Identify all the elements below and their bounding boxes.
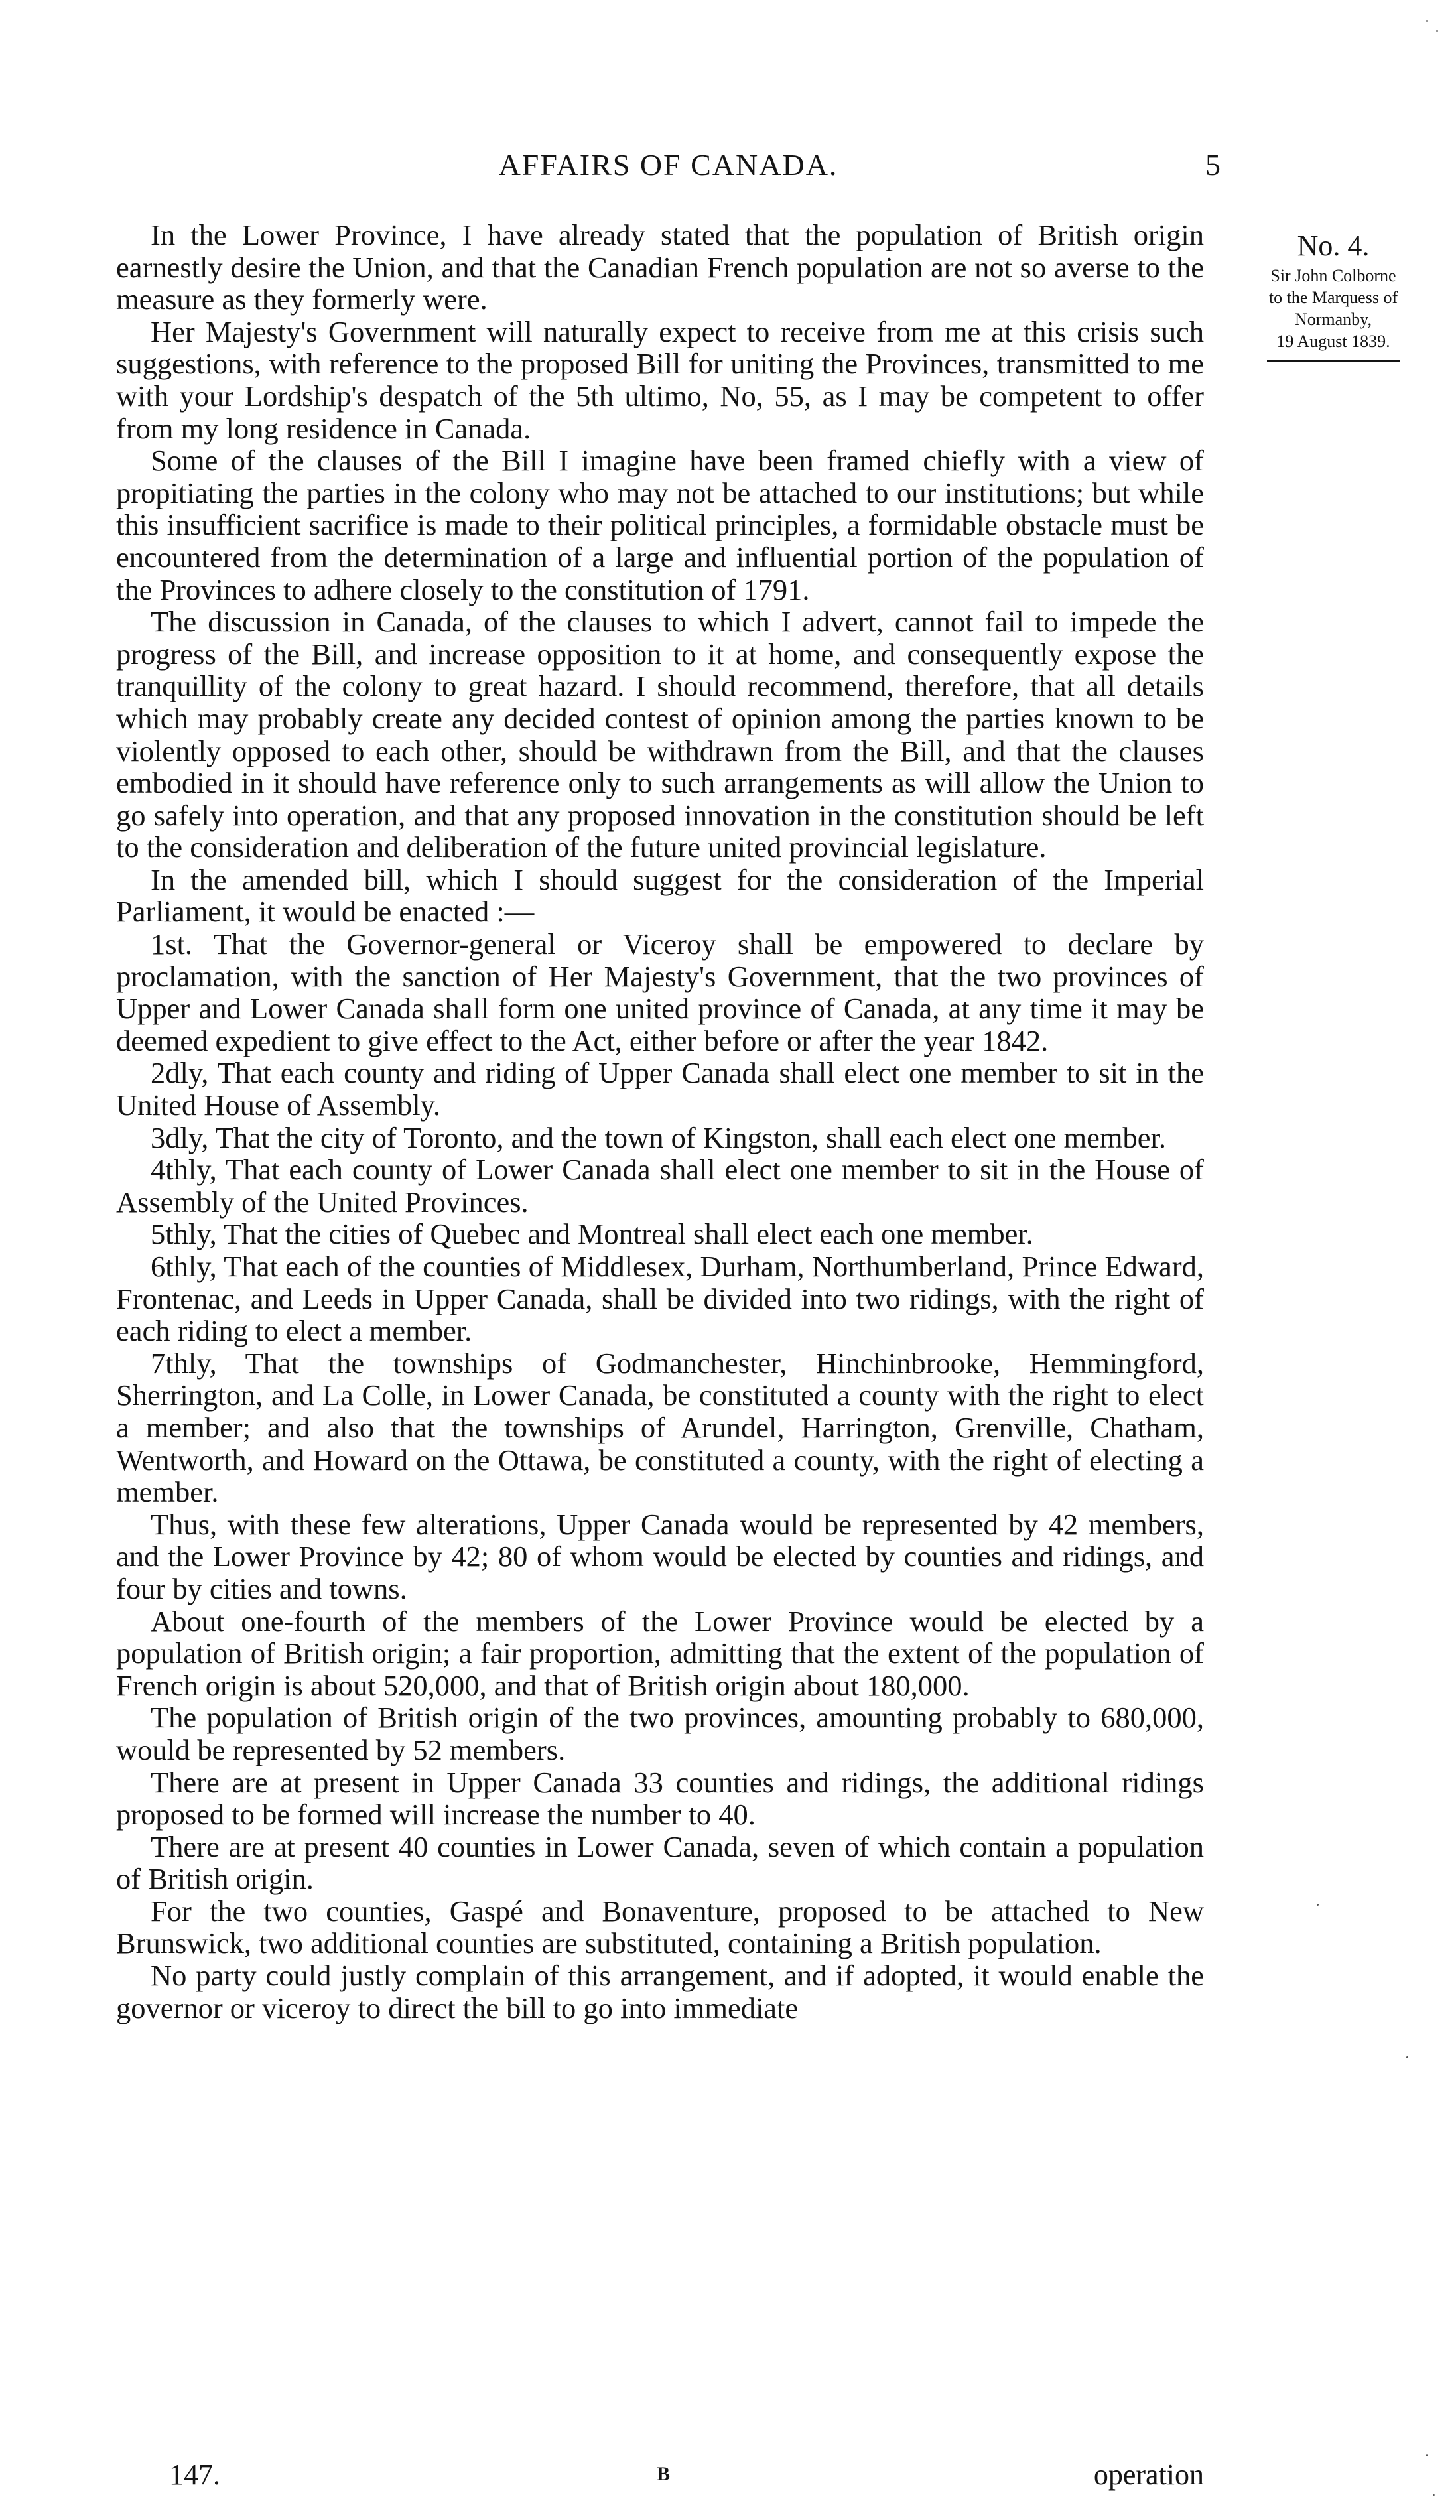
paper-speck — [1426, 20, 1428, 22]
paragraph: About one-fourth of the members of the Lower Province would be elected by a population of British origin; a fair proportion, admitting that the extent of the population of French origin is about 520,000, and that of British origin about 180,000. — [116, 1604, 1204, 1702]
margin-sidenote — [1227, 229, 1439, 362]
paragraph: The discussion in Canada, of the clauses to which I advert, cannot fail to impede the progress of the Bill, and increase opposition to it at home, and consequently expose the tranquillity of the colony to great hazard. I should recommend, therefore, that all details which may probably create any decided contest of opinion among the parties known to be violently opposed to each other, should be withdrawn from the Bill, and that the clauses embodied in it should have reference only to such arrangements as will allow the Union to go safely into operation, and that any proposed innovation in the constitution should be left to the consideration and deliberation of the future united provincial legislature. — [116, 605, 1204, 864]
paragraph: 1st. That the Governor-general or Viceroy shall be empowered to declare by proclamation, with the sanction of Her Majesty's Government, that the two provinces of Upper and Lower Canada shall form one united province of Canada, at any time it may be deemed expedient to give effect to the Act, either before or after the year 1842. — [116, 927, 1204, 1057]
paragraph: In the amended bill, which I should suggest for the consideration of the Imperial Parliament, it would be enacted :— — [116, 862, 1204, 929]
running-title: AFFAIRS OF CANADA. — [498, 148, 838, 182]
paper-speck — [1426, 2454, 1428, 2456]
paper-speck — [1406, 2056, 1408, 2058]
paragraph: 3dly, That the city of Toronto, and the town of Kingston, shall each elect one member. — [151, 1120, 1166, 1154]
sidenote-rule — [1267, 360, 1400, 362]
sidenote-line: Normanby, — [1294, 310, 1372, 329]
paragraph: 4thly, That each county of Lower Canada shall elect one member to sit in the House of Assembly of the United Provinces. — [116, 1153, 1204, 1219]
paragraph: Thus, with these few alterations, Upper Canada would be represented by 42 members, and the Lower Province by 42; 80 of whom would be elected by counties and ridings, and four by cities and towns. — [116, 1507, 1204, 1605]
paper-speck — [1317, 1904, 1319, 1906]
paragraph: 7thly, That the townships of Godmanchester, Hinchinbrooke, Hemmingford, Sherrington, and La Colle, in Lower Canada, be constituted a county with the right to elect a member; and also that the townships of Arundel, Harrington, Grenville, Chatham, Wentworth, and Howard on the Ottawa, be constituted a county, with the right of electing a member. — [116, 1346, 1204, 1509]
sidenote-line: Sir John Colborne — [1270, 266, 1396, 285]
sidenote-line: to the Marquess of — [1268, 288, 1398, 307]
paragraph: 2dly, That each county and riding of Upper Canada shall elect one member to sit in the United House of Assembly. — [116, 1056, 1204, 1122]
paper-speck — [1436, 30, 1438, 32]
paragraph: In the Lower Province, I have already stated that the population of British origin earnestly desire the Union, and that the Canadian French population are not so averse to the measure as they formerly were. — [116, 218, 1204, 316]
paragraph: There are at present 40 counties in Lower Canada, seven of which contain a population of British origin. — [116, 1829, 1204, 1896]
paragraph: The population of British origin of the two provinces, amounting probably to 680,000, would be represented by 52 members. — [116, 1701, 1204, 1766]
document-number: No. 4. — [1297, 230, 1370, 262]
paragraph: 5thly, That the cities of Quebec and Montreal shall elect each one member. — [151, 1217, 1033, 1251]
page-footer — [116, 2458, 1204, 2497]
paragraph: No party could justly complain of this arrangement, and if adopted, it would enable the governor or viceroy to direct the bill to go into immediate — [116, 1959, 1204, 2024]
page-number: 5 — [1205, 148, 1221, 182]
paragraph: 6thly, That each of the counties of Middlesex, Durham, Northumberland, Prince Edward, Frontenac, and Leeds in Upper Canada, shall be divided into two ridings, with the right of each riding to elect a member. — [116, 1250, 1204, 1348]
paper-speck — [1433, 2494, 1435, 2496]
signature-mark: B — [657, 2463, 671, 2485]
running-head — [116, 147, 1221, 194]
catchword: operation — [1093, 2458, 1204, 2491]
paragraph: For the two counties, Gaspé and Bonaventure, proposed to be attached to New Brunswick, two additional counties are substituted, containing a British population. — [116, 1894, 1204, 1960]
paragraph: There are at present in Upper Canada 33 counties and ridings, the additional ridings proposed to be formed will increase the number to 40. — [116, 1765, 1204, 1831]
paragraph: Some of the clauses of the Bill I imagine have been framed chiefly with a view of propitiating the parties in the colony who may not be attached to our institutions; but while this insufficient sacrifice is made to their political principles, a formidable obstacle must be encountered from the determination of a large and influential portion of the population of the Provinces to adhere closely to the constitution of 1791. — [116, 444, 1204, 606]
sheet-number: 147. — [169, 2458, 220, 2491]
sidenote-line: 19 August 1839. — [1276, 332, 1390, 351]
body-text — [116, 219, 1204, 2024]
paragraph: Her Majesty's Government will naturally expect to receive from me at this crisis such suggestions, with reference to the proposed Bill for uniting the Provinces, transmitted to me with your Lordship's despatch of the 5th ultimo, No, 55, as I may be competent to offer from my long residence in Canada. — [116, 314, 1204, 445]
